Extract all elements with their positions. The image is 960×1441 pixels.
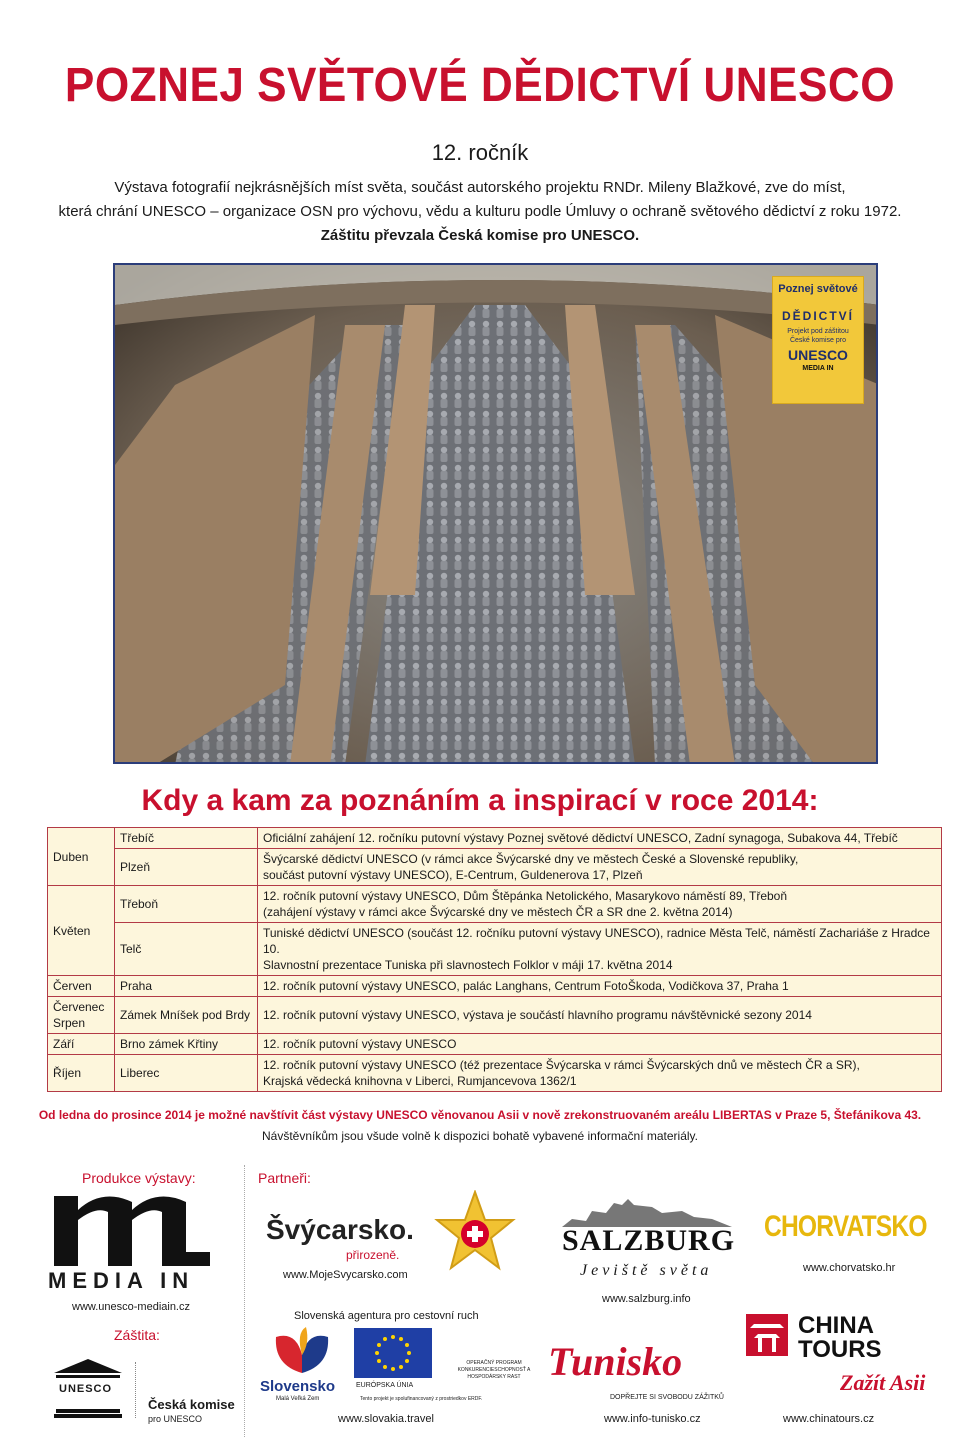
place-cell: Třeboň — [115, 886, 258, 923]
text-line: Oficiální zahájení 12. ročníku putovní výstavy Poznej světové dědictví UNESCO, Zadní synagoga, Subakova 44, Třebíč — [263, 831, 898, 845]
text-cell: 12. ročník putovní výstavy UNESCO, výstava je součástí hlavního programu návštěvnické sezony 2014 — [258, 997, 942, 1034]
place-cell: Třebíč — [115, 828, 258, 849]
china-logo-2: TOURS — [798, 1336, 882, 1363]
month-cell — [48, 997, 115, 1034]
schedule-title: Kdy a kam za poznáním a inspirací v roce 2014: — [141, 784, 819, 817]
text-cell — [258, 849, 942, 886]
month-line: Srpen — [53, 1016, 86, 1030]
table-row — [48, 849, 942, 886]
svycarsko-logo: Švýcarsko. — [266, 1214, 414, 1245]
tunisko-sub: DOPŘEJTE SI SVOBODU ZÁŽITKŮ — [610, 1394, 724, 1401]
schedule-table — [47, 827, 942, 1092]
text-line: Švýcarské dědictví UNESCO (v rámci akce Švýcarské dny ve městech České a Slovenské republiky, — [263, 852, 799, 866]
svycarsko-url[interactable]: www.MojeSvycarsko.com — [283, 1269, 408, 1281]
production-label: Produkce výstavy: — [82, 1170, 196, 1186]
month-cell: Duben — [48, 828, 115, 886]
poznej-badge — [772, 276, 864, 404]
unesco-text: UNESCO — [59, 1383, 113, 1395]
table-row — [48, 886, 942, 923]
footer-divider — [244, 1165, 245, 1437]
text-cell: 12. ročník putovní výstavy UNESCO — [258, 1034, 942, 1055]
text-line: součást putovní výstavy UNESCO), E-Centrum, Guldenerova 17, Plzeň — [263, 868, 643, 882]
month-cell: Červen — [48, 976, 115, 997]
text-cell — [258, 923, 942, 976]
table-row — [48, 923, 942, 976]
table-row — [48, 1034, 942, 1055]
pro-unesco: pro UNESCO — [148, 1414, 203, 1424]
china-url[interactable]: www.chinatours.cz — [783, 1413, 875, 1425]
op-text: OPERAČNÝ PROGRAM KONKURENCIESCHOPNOSŤ A HOSPODÁRSKY RAST — [457, 1360, 531, 1380]
text-cell — [258, 1055, 942, 1092]
china-logo-1: CHINA — [798, 1312, 874, 1339]
text-line: (zahájení výstavy v rámci akce Švýcarské dny ve městech ČR a SR dne 2. května 2014) — [263, 905, 733, 919]
month-cell: Říjen — [48, 1055, 115, 1092]
page-title: POZNEJ SVĚTOVÉ DĚDICTVÍ UNESCO — [64, 59, 896, 112]
chorvatsko-logo: CHORVATSKO — [764, 1210, 927, 1243]
place-cell: Plzeň — [115, 849, 258, 886]
photo-illustration — [115, 265, 878, 764]
unesco-divider — [135, 1362, 136, 1418]
partners-label: Partneři: — [258, 1170, 311, 1186]
place-cell: Praha — [115, 976, 258, 997]
text-line: 12. ročník putovní výstavy UNESCO, Dům Štěpánka Netolického, Masarykovo náměstí 89, Třeboň — [263, 889, 788, 903]
table-row — [48, 1055, 942, 1092]
intro-line-2: která chrání UNESCO – organizace OSN pro výchovu, vědu a kulturu podle Úmluvy o ochraně světového dědictví z roku 1972. — [58, 203, 902, 220]
chorvatsko-url[interactable]: www.chorvatsko.hr — [803, 1262, 896, 1274]
badge-line5: MEDIA IN — [802, 365, 834, 372]
text-cell — [258, 886, 942, 923]
eu-flag-icon — [354, 1328, 432, 1378]
china-slogan: Zažít Asii — [840, 1370, 926, 1395]
mediain-url[interactable]: www.unesco-mediain.cz — [72, 1301, 190, 1313]
materials-note: Návštěvníkům jsou všude volně k dispozici bohatě vybavené informační materiály. — [262, 1129, 698, 1143]
month-line: Červenec — [53, 1000, 105, 1014]
text-cell: 12. ročník putovní výstavy UNESCO, palác Langhans, Centrum FotoŠkoda, Vodičkova 37, Praha 1 — [258, 976, 942, 997]
badge-line3: Projekt pod záštitou České komise pro — [787, 328, 849, 344]
swiss-flower-icon — [433, 1190, 517, 1274]
tunisko-logo: Tunisko — [548, 1339, 683, 1384]
intro-line-3: Záštitu převzala Česká komise pro UNESCO. — [320, 227, 640, 244]
badge-line1: Poznej světové — [778, 283, 858, 295]
svycarsko-sub: přirozeně. — [346, 1248, 400, 1262]
text-cell — [258, 828, 942, 849]
table-row — [48, 976, 942, 997]
asia-note: Od ledna do prosince 2014 je možné navštívit část výstavy UNESCO věnovanou Asii v nově zrekonstruovaném areálu LIBERTAS v Praze 5, Štefánikova 43. — [38, 1108, 922, 1122]
patronage-label: Záštita: — [114, 1327, 160, 1343]
slovensko-sub: Malá Veľká Zem — [276, 1396, 320, 1402]
slovakia-url[interactable]: www.slovakia.travel — [338, 1413, 434, 1425]
slovensko-butterfly-icon — [270, 1325, 334, 1375]
ceska-komise: Česká komise — [148, 1397, 235, 1412]
badge-line4: UNESCO — [788, 347, 848, 363]
salzburg-url[interactable]: www.salzburg.info — [602, 1293, 691, 1305]
table-row — [48, 828, 942, 849]
text-line: 12. ročník putovní výstavy UNESCO (též prezentace Švýcarska v rámci Švýcarských dnů ve městech ČR a SR), — [263, 1058, 860, 1072]
place-cell: Brno zámek Křtiny — [115, 1034, 258, 1055]
place-cell: Zámek Mníšek pod Brdy — [115, 997, 258, 1034]
month-cell: Květen — [48, 886, 115, 976]
erdf-text: Tento projekt je spolufinancovaný z prostriedkov ERDF. — [360, 1396, 483, 1402]
salzburg-skyline-icon — [562, 1197, 732, 1227]
tunisko-url[interactable]: www.info-tunisko.cz — [604, 1413, 701, 1425]
text-line: Slavnostní prezentace Tuniska při slavnostech Folklor v máji 17. května 2014 — [263, 958, 673, 972]
slovensko-logo: Slovensko — [260, 1378, 336, 1395]
place-cell: Telč — [115, 923, 258, 976]
terracotta-army-photo — [113, 263, 878, 764]
month-cell: Září — [48, 1034, 115, 1055]
slovak-agency: Slovenská agentura pro cestovní ruch — [294, 1310, 479, 1322]
china-pagoda-icon — [746, 1314, 788, 1356]
intro — [30, 176, 930, 248]
salzburg-logo: SALZBURG — [562, 1224, 736, 1257]
badge-line2: DĚDICTVÍ — [781, 309, 854, 323]
text-line: Krajská vědecká knihovna v Liberci, Rumjancevova 1362/1 — [263, 1074, 577, 1088]
place-cell: Liberec — [115, 1055, 258, 1092]
table-row — [48, 997, 942, 1034]
salzburg-sub: Jeviště světa — [580, 1262, 713, 1279]
text-line: Tuniské dědictví UNESCO (součást 12. ročníku putovní výstavy UNESCO), radnice Města Telč, náměstí Zachariáše z Hradce 10. — [263, 926, 930, 956]
mediain-logo-icon — [52, 1190, 217, 1268]
mediain-wordmark: MEDIA IN — [48, 1268, 195, 1293]
intro-line-1: Výstava fotografií nejkrásnějších míst světa, součást autorského projektu RNDr. Mileny Blažkové, zve do míst, — [114, 179, 846, 196]
eu-text: EURÓPSKA ÚNIA — [356, 1382, 414, 1389]
edition: 12. ročník — [431, 140, 529, 165]
